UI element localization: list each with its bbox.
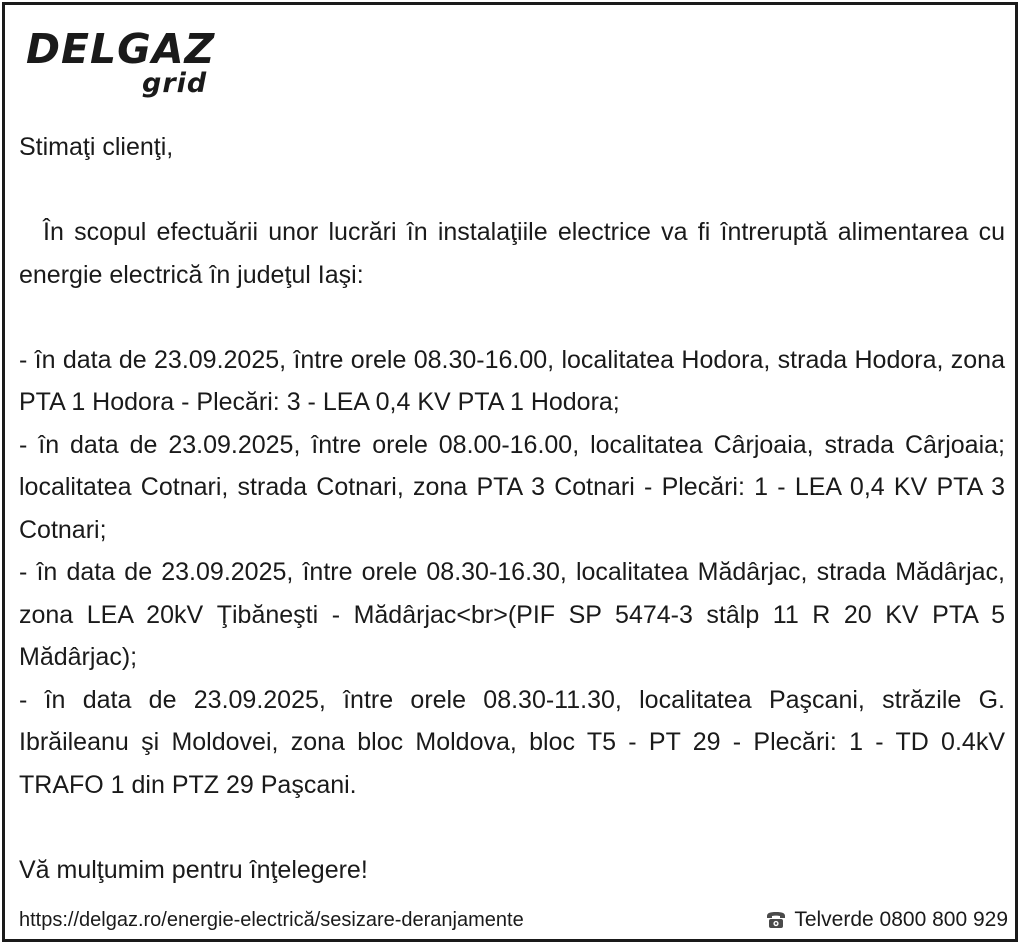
intro-paragraph: În scopul efectuării unor lucrări în instalaţiile electrice va fi întreruptă alimentarea cu energie electrică în judeţul Iaşi: (19, 218, 1005, 289)
phone-number[interactable]: Telverde 0800 800 929 (794, 908, 1008, 931)
phone-icon (764, 910, 788, 930)
footer-phone (764, 906, 1008, 934)
greeting: Stimaţi clienţi, (19, 133, 174, 161)
notice-body (19, 126, 1005, 891)
outage-item-1: - în data de 23.09.2025, între orele 08.30-16.00, localitatea Hodora, strada Hodora, zona PTA 1 Hodora - Plecări: 3 - LEA 0,4 KV PTA 1 Hodora; (19, 345, 1005, 416)
outage-item-2: - în data de 23.09.2025, între orele 08.00-16.00, localitatea Cârjoaia, strada Cârjoaia; localitatea Cotnari, strada Cotnari, zona PTA 3 Cotnari - Plecări: 1 - LEA 0,4 KV PTA 3 Cotnari; (19, 430, 1005, 544)
logo-main-text: DELGAZ (26, 25, 216, 73)
footer-url-link[interactable]: https://delgaz.ro/energie-electrică/sesizare-deranjamente (19, 909, 524, 931)
delgaz-grid-logo (26, 26, 226, 106)
outage-item-3: - în data de 23.09.2025, între orele 08.30-16.30, localitatea Mădârjac, strada Mădârjac, zona LEA 20kV Ţibăneşti - Mădârjac<br>(PIF SP 5474-3 stâlp 11 R 20 KV PTA 5 Mădârjac); (19, 558, 1005, 671)
closing-line: Vă mulţumim pentru înţelegere! (19, 855, 368, 884)
logo-sub-text: grid (142, 68, 208, 99)
outage-item-4: - în data de 23.09.2025, între orele 08.30-11.30, localitatea Paşcani, străzile G. Ibrăileanu şi Moldovei, zona bloc Moldova, bloc T5 - PT 29 - Plecări: 1 - TD 0.4kV TRAFO 1 din PTZ 29 Paşcani. (19, 685, 1005, 799)
